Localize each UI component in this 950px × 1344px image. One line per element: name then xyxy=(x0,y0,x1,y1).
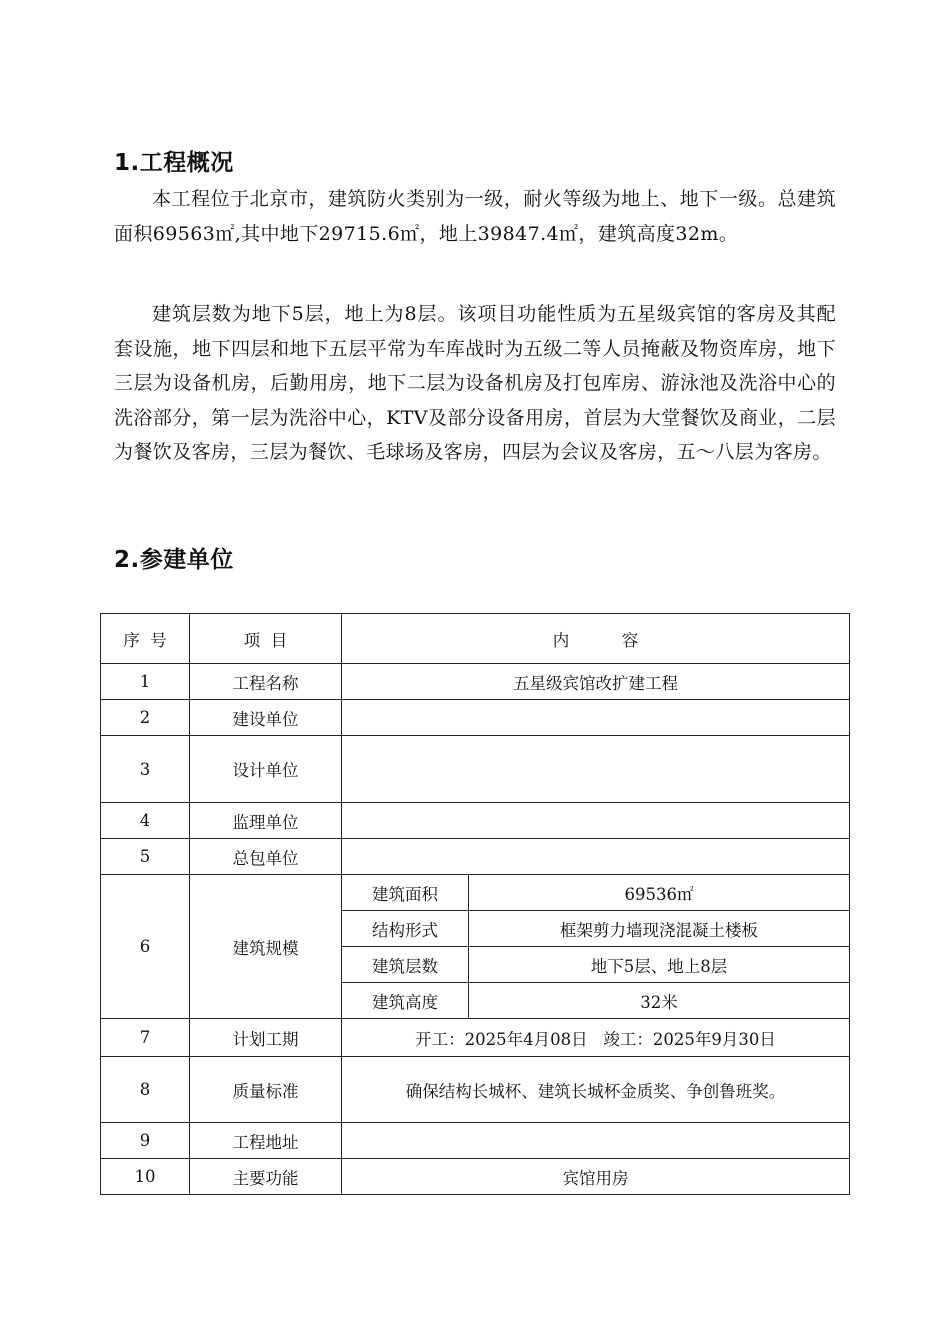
header-content: 内 容 xyxy=(342,614,850,664)
sub-value: 地下5层、地上8层 xyxy=(469,947,850,983)
table-row-scale xyxy=(101,875,850,911)
section-heading-overview: 1.工程概况 xyxy=(114,150,234,176)
table-row xyxy=(101,839,850,875)
table-row xyxy=(101,700,850,736)
participants-table xyxy=(100,613,850,1195)
table-row xyxy=(101,736,850,803)
row-content: 五星级宾馆改扩建工程 xyxy=(342,664,850,700)
table-row xyxy=(101,1159,850,1195)
overview-paragraph-1: 本工程位于北京市，建筑防火类别为一级，耐火等级为地上、地下一级。总建筑面积69563㎡,其中地下29715.6㎡，地上39847.4㎡，建筑高度32m。 xyxy=(114,188,836,245)
header-item: 项 目 xyxy=(190,614,342,664)
row-seq: 8 xyxy=(101,1057,190,1123)
sub-value: 69536㎡ xyxy=(469,875,850,911)
row-item: 质量标准 xyxy=(190,1057,342,1123)
row-content: 开工：2025年4月08日 竣工：2025年9月30日 xyxy=(342,1019,850,1057)
sub-label: 结构形式 xyxy=(342,911,469,947)
table-row xyxy=(101,1123,850,1159)
overview-paragraph-2: 建筑层数为地下5层，地上为8层。该项目功能性质为五星级宾馆的客房及其配套设施，地下四层和地下五层平常为车库战时为五级二等人员掩蔽及物资库房，地下三层为设备机房，后勤用房，地下二层为设备机房及打包库房、游泳池及洗浴中心的洗浴部分，第一层为洗浴中心，KTV及部分设备用房，首层为大堂餐饮及商业，二层为餐饮及客房，三层为餐饮、毛球场及客房，四层为会议及客房，五～八层为客房。 xyxy=(114,303,836,463)
row-seq: 9 xyxy=(101,1123,190,1159)
row-seq: 4 xyxy=(101,803,190,839)
row-item: 建筑规模 xyxy=(190,875,342,1019)
header-seq: 序 号 xyxy=(101,614,190,664)
table-row xyxy=(101,664,850,700)
section-heading-participants: 2.参建单位 xyxy=(114,547,234,573)
sub-value: 框架剪力墙现浇混凝土楼板 xyxy=(469,911,850,947)
sub-label: 建筑高度 xyxy=(342,983,469,1019)
row-seq: 6 xyxy=(101,875,190,1019)
table-row xyxy=(101,803,850,839)
row-item: 工程名称 xyxy=(190,664,342,700)
row-seq: 10 xyxy=(101,1159,190,1195)
table-row xyxy=(101,1057,850,1123)
row-content xyxy=(342,736,850,803)
row-content xyxy=(342,803,850,839)
row-item: 工程地址 xyxy=(190,1123,342,1159)
row-seq: 3 xyxy=(101,736,190,803)
sub-label: 建筑层数 xyxy=(342,947,469,983)
row-seq: 1 xyxy=(101,664,190,700)
row-item: 建设单位 xyxy=(190,700,342,736)
row-seq: 2 xyxy=(101,700,190,736)
row-item: 监理单位 xyxy=(190,803,342,839)
row-seq: 5 xyxy=(101,839,190,875)
sub-value: 32米 xyxy=(469,983,850,1019)
row-content xyxy=(342,839,850,875)
row-item: 总包单位 xyxy=(190,839,342,875)
sub-label: 建筑面积 xyxy=(342,875,469,911)
row-item: 设计单位 xyxy=(190,736,342,803)
row-content: 宾馆用房 xyxy=(342,1159,850,1195)
row-content: 确保结构长城杯、建筑长城杯金质奖、争创鲁班奖。 xyxy=(342,1057,850,1123)
row-content xyxy=(342,1123,850,1159)
table-header-row xyxy=(101,614,850,664)
row-item: 计划工期 xyxy=(190,1019,342,1057)
table-row xyxy=(101,1019,850,1057)
row-content xyxy=(342,700,850,736)
row-item: 主要功能 xyxy=(190,1159,342,1195)
row-seq: 7 xyxy=(101,1019,190,1057)
